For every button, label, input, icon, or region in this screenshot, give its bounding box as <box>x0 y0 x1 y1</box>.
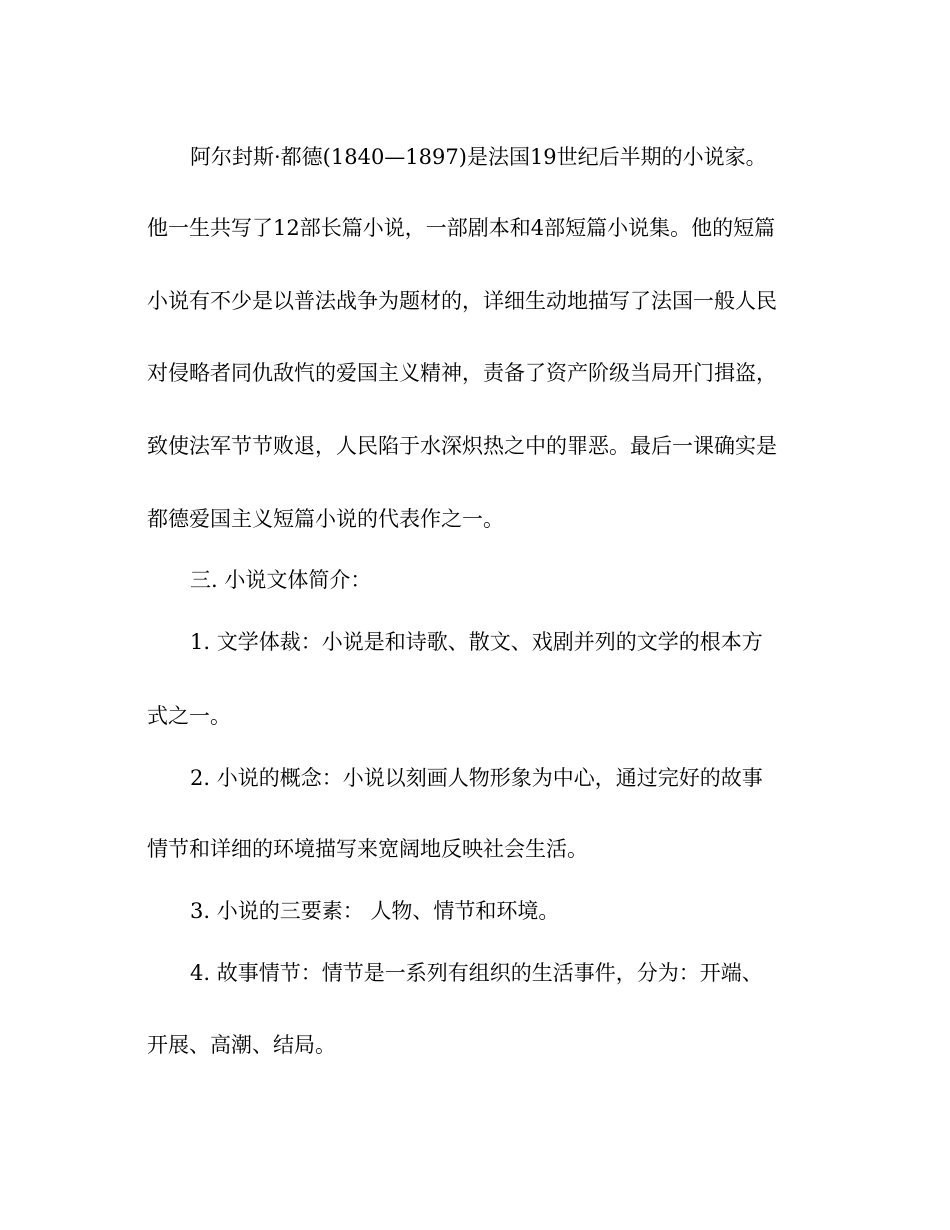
list-item-continuation: 开展、高潮、结局。 <box>147 1033 336 1057</box>
paragraph-line: 都德爱国主义短篇小说的代表作之一。 <box>147 507 504 531</box>
paragraph-line: 他一生共写了12部长篇小说，一部剧本和4部短篇小说集。他的短篇 <box>147 216 776 240</box>
list-item-continuation: 情节和详细的环境描写来宽阔地反映社会生活。 <box>147 837 588 861</box>
list-item: 2. 小说的概念：小说以刻画人物形象为中心，通过完好的故事 <box>190 766 763 790</box>
list-item: 1. 文学体裁：小说是和诗歌、散文、戏剧并列的文学的根本方 <box>190 630 763 654</box>
paragraph-line: 致使法军节节败退，人民陷于水深炽热之中的罪恶。最后一课确实是 <box>147 434 777 458</box>
list-item: 4. 故事情节：情节是一系列有组织的生活事件，分为：开端、 <box>190 961 763 985</box>
list-item-continuation: 式之一。 <box>147 704 231 728</box>
list-item: 3. 小说的三要素： 人物、情节和环境。 <box>190 899 560 923</box>
paragraph-line: 阿尔封斯·都德(1840—1897)是法国19世纪后半期的小说家。 <box>190 145 767 169</box>
paragraph-line: 对侵略者同仇敌忾的爱国主义精神，责备了资产阶级当局开门揖盗， <box>147 361 777 385</box>
section-heading: 三. 小说文体简介： <box>190 568 372 592</box>
paragraph-line: 小说有不少是以普法战争为题材的，详细生动地描写了法国一般人民 <box>147 289 777 313</box>
